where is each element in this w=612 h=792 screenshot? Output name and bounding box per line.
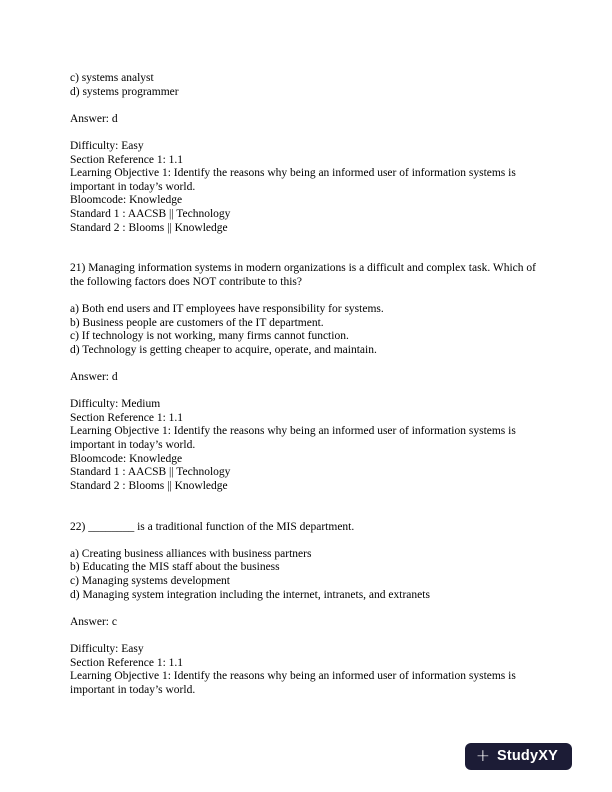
text-line: Standard 2 : Blooms || Knowledge (70, 479, 228, 492)
text-line: Standard 1 : AACSB || Technology (70, 207, 231, 220)
text-line: d) Managing system integration including the internet, intranets, and extranets (70, 588, 430, 601)
text-line: c) systems analyst (70, 72, 154, 84)
text-line: Learning Objective 1: Identify the reasons why being an informed user of information systems is important in today’s world. (70, 670, 519, 696)
text-line: a) Creating business alliances with business partners (70, 547, 312, 560)
text-line: d) systems programmer (70, 85, 179, 98)
text-line (70, 235, 542, 249)
text-line (70, 534, 542, 548)
text-line: Difficulty: Medium (70, 398, 161, 411)
text-line: Answer: c (70, 615, 117, 628)
text-line: Learning Objective 1: Identify the reasons why being an informed user of information systems is important in today’s world. (70, 167, 519, 193)
text-line: Difficulty: Easy (70, 642, 144, 655)
text-line: Difficulty: Easy (70, 139, 144, 152)
text-line: d) Technology is getting cheaper to acquire, operate, and maintain. (70, 343, 377, 356)
text-line (70, 357, 542, 371)
text-line: c) Managing systems development (70, 574, 231, 587)
text-line (70, 493, 542, 507)
document-body (70, 72, 542, 697)
text-line: Standard 2 : Blooms || Knowledge (70, 221, 228, 234)
plus-icon: + (475, 746, 490, 766)
logo-text-xy: XY (538, 748, 558, 765)
text-line (70, 385, 542, 399)
text-line: Learning Objective 1: Identify the reasons why being an informed user of information systems is important in today’s world. (70, 425, 519, 452)
text-line (70, 629, 542, 643)
text-line: Section Reference 1: 1.1 (70, 656, 184, 669)
text-line: 21) Managing information systems in modern organizations is a difficult and complex task. Which of the following factors does NOT contribute to this? (70, 262, 539, 288)
text-line (70, 602, 542, 616)
text-line: Answer: d (70, 371, 118, 384)
text-line: 22) ________ is a traditional function of the MIS department. (70, 520, 355, 533)
text-line: b) Educating the MIS staff about the business (70, 561, 280, 574)
text-line: a) Both end users and IT employees have responsibility for systems. (70, 303, 384, 316)
text-line (70, 126, 542, 140)
studyxy-logo (465, 743, 572, 770)
text-line (70, 290, 542, 304)
text-line (70, 99, 542, 113)
text-line: Answer: d (70, 112, 118, 125)
text-line: c) If technology is not working, many firms cannot function. (70, 330, 349, 343)
text-line: Standard 1 : AACSB || Technology (70, 466, 231, 479)
text-line: Bloomcode: Knowledge (70, 194, 183, 207)
text-line: b) Business people are customers of the IT department. (70, 316, 324, 329)
text-line (70, 507, 542, 521)
text-line: Bloomcode: Knowledge (70, 452, 183, 465)
text-line: Section Reference 1: 1.1 (70, 153, 184, 166)
logo-text (497, 749, 558, 764)
text-line (70, 249, 542, 263)
logo-text-study: Study (496, 748, 539, 765)
text-line: Section Reference 1: 1.1 (70, 411, 184, 424)
